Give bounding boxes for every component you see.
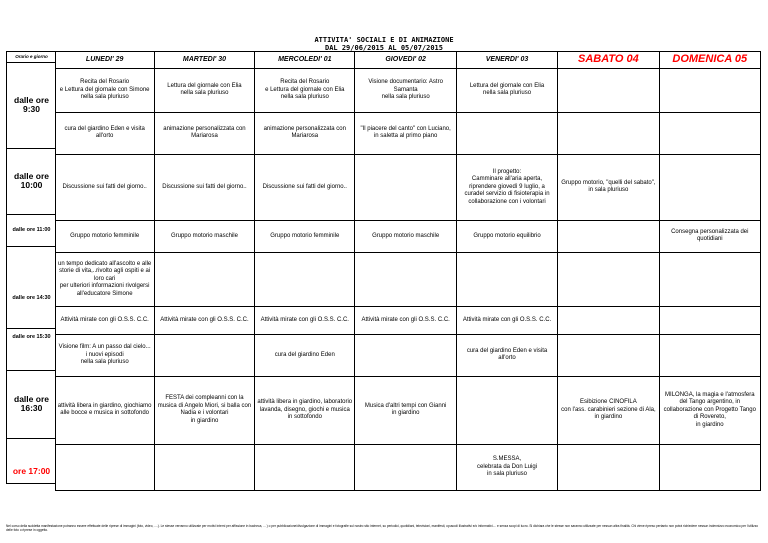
activity-cell: [456, 112, 557, 154]
activity-cell: S.MESSA, celebrata da Don Luigi in sala pluriuso: [456, 444, 557, 490]
activity-cell: Attività mirate con gli O.S.S. C.C.: [55, 306, 154, 334]
activity-cell: Gruppo motorio maschile: [154, 220, 254, 252]
time-label: dalle ore 16:30: [14, 394, 49, 414]
date-range: DAL 29/06/2015 AL 05/07/2015: [324, 44, 443, 52]
activity-cell: [355, 334, 456, 376]
activity-cell: "Il piacere del canto" con Luciano, in saletta al primo piano: [355, 112, 456, 154]
day-header-weekend: SABATO 04: [558, 52, 659, 69]
activity-cell: [558, 112, 659, 154]
table-row: [55, 376, 761, 444]
activity-cell: [456, 376, 557, 444]
activity-cell: Gruppo motorio femminile: [255, 220, 355, 252]
activity-cell: Gruppo motorio, "quelli del sabato", in sala pluriuso: [558, 154, 659, 220]
day-header: MERCOLEDI' 01: [255, 52, 355, 69]
activity-cell: cura del giardino Eden e visita all'orto: [55, 112, 154, 154]
header-row: [55, 52, 761, 69]
activity-cell: Lettura del giornale con Elia nella sala pluriuso: [154, 68, 254, 112]
activity-cell: [659, 252, 760, 306]
activity-cell: Visione documentario: Astro Samanta nella sala pluriuso: [355, 68, 456, 112]
activity-cell: Musica d'altri tempi con Gianni in giardino: [355, 376, 456, 444]
activity-cell: Gruppo motorio equilibrio: [456, 220, 557, 252]
time-label: dalle ore 11:00: [12, 227, 51, 233]
activity-cell: Attività mirate con gli O.S.S. C.C.: [456, 306, 557, 334]
activity-cell: un tempo dedicato all'ascolto e alle storie di vita,..rivolto agli ospiti e ai loro cari per ulteriori informazioni rivolgersi all'educatore Simone: [55, 252, 154, 306]
activity-cell: [558, 444, 659, 490]
activity-cell: Lettura del giornale con Elia nella sala pluriuso: [456, 68, 557, 112]
activity-cell: [659, 444, 760, 490]
activity-cell: [558, 68, 659, 112]
activity-cell: [659, 68, 760, 112]
activity-cell: Il progetto: Camminare all'aria aperta, riprendere giovedì 9 luglio, a curadel servizio di fisioterapia in collaborazione con i volontari: [456, 154, 557, 220]
activity-cell: Visione film: A un passo dal cielo... i nuovi episodi nella sala pluriuso: [55, 334, 154, 376]
day-header: GIOVEDI' 02: [355, 52, 456, 69]
activity-cell: [255, 444, 355, 490]
activity-cell: [154, 252, 254, 306]
activity-cell: [558, 334, 659, 376]
activity-cell: MILONGA, la magia e l'atmosfera del Tango argentino, in collaborazione con Progetto Tango di Rovereto, in giardino: [659, 376, 760, 444]
table-row: [55, 68, 761, 112]
time-label: dalle ore 10:00: [14, 171, 49, 191]
activity-cell: [355, 252, 456, 306]
page-title: ATTIVITA' SOCIALI E DI ANIMAZIONE: [314, 36, 454, 44]
activity-cell: Attività mirate con gli O.S.S. C.C.: [154, 306, 254, 334]
activity-cell: animazione personalizzata con Mariarosa: [255, 112, 355, 154]
table-row: [55, 334, 761, 376]
table-row: [55, 306, 761, 334]
table-row: [55, 220, 761, 252]
time-column: [6, 51, 55, 484]
activity-cell: [456, 252, 557, 306]
activity-cell: Discussione sui fatti del giorno..: [154, 154, 254, 220]
activity-cell: [659, 306, 760, 334]
activity-cell: Gruppo motorio femminile: [55, 220, 154, 252]
day-header: MARTEDI' 30: [154, 52, 254, 69]
activity-cell: Esibizione CINOFILA con l'ass. carabinieri sezione di Ala, in giardino: [558, 376, 659, 444]
activity-cell: cura del giardino Eden: [255, 334, 355, 376]
orario-label: Orario e giorno: [15, 54, 48, 59]
activity-cell: [154, 334, 254, 376]
activity-cell: Gruppo motorio maschile: [355, 220, 456, 252]
activity-cell: [55, 444, 154, 490]
activity-cell: [255, 252, 355, 306]
time-label: dalle ore 15:30: [12, 334, 51, 340]
activity-cell: Recita del Rosario e Lettura del giornale con Simone nella sala pluriuso: [55, 68, 154, 112]
table-row: [55, 444, 761, 490]
activity-cell: [355, 154, 456, 220]
activity-cell: Discussione sui fatti del giorno..: [55, 154, 154, 220]
activity-cell: attività libera in giardino, giochiamo alle bocce e musica in sottofondo: [55, 376, 154, 444]
activity-cell: Consegna personalizzata dei quotidiani: [659, 220, 760, 252]
day-header: VENERDI' 03: [456, 52, 557, 69]
time-label: ore 17:00: [12, 466, 51, 476]
table-row: [55, 112, 761, 154]
schedule-table: [55, 51, 761, 491]
activity-cell: attività libera in giardino, laboratorio lavanda, disegno, giochi e musica in sottofondo: [255, 376, 355, 444]
activity-cell: [154, 444, 254, 490]
activity-cell: FESTA dei compleanni con la musica di Angelo Miori, si balla con Nadia e i volontari in giardino: [154, 376, 254, 444]
activity-cell: [558, 306, 659, 334]
activity-cell: [659, 112, 760, 154]
activity-cell: [659, 154, 760, 220]
activity-cell: Attività mirate con gli O.S.S. C.C.: [355, 306, 456, 334]
activity-cell: [355, 444, 456, 490]
activity-cell: Discussione sui fatti del giorno..: [255, 154, 355, 220]
activity-cell: Attività mirate con gli O.S.S. C.C.: [255, 306, 355, 334]
day-header-weekend: DOMENICA 05: [659, 52, 760, 69]
day-header: LUNEDI' 29: [55, 52, 154, 69]
activity-cell: animazione personalizzata con Mariarosa: [154, 112, 254, 154]
activity-cell: cura del giardino Eden e visita all'orto: [456, 334, 557, 376]
footnote: Nel corso della suddetta manifestazione potranno essere effettuate delle riprese di immagini (foto, video, ....). Le stesse verranno utilizzate per motivi interni per affissione in bacheca, ... ) o per pubblicazione/divulgazione di immagini e fotografie sul nostro sito internet, su periodici, quotidiani, televisioni, manifesti, opuscoli illustrativi e/o informativi.... e senza scopi di lucro. Si dichiara che le stesse non saranno utilizzate per nessun altra finalità. Chi viene ripreso pertanto non potrà richiedere nessun indennizzo economico per l'utilizzo delle foto o riprese in oggetto.: [6, 524, 759, 533]
activity-cell: [558, 252, 659, 306]
table-row: [55, 154, 761, 220]
activity-cell: [659, 334, 760, 376]
time-label: dalle ore 14:30: [12, 295, 51, 301]
activity-cell: Recita del Rosario e Lettura del giornale con Elia nella sala pluriuso: [255, 68, 355, 112]
table-row: [55, 252, 761, 306]
activity-cell: [558, 220, 659, 252]
time-label: dalle ore 9:30: [14, 95, 49, 115]
